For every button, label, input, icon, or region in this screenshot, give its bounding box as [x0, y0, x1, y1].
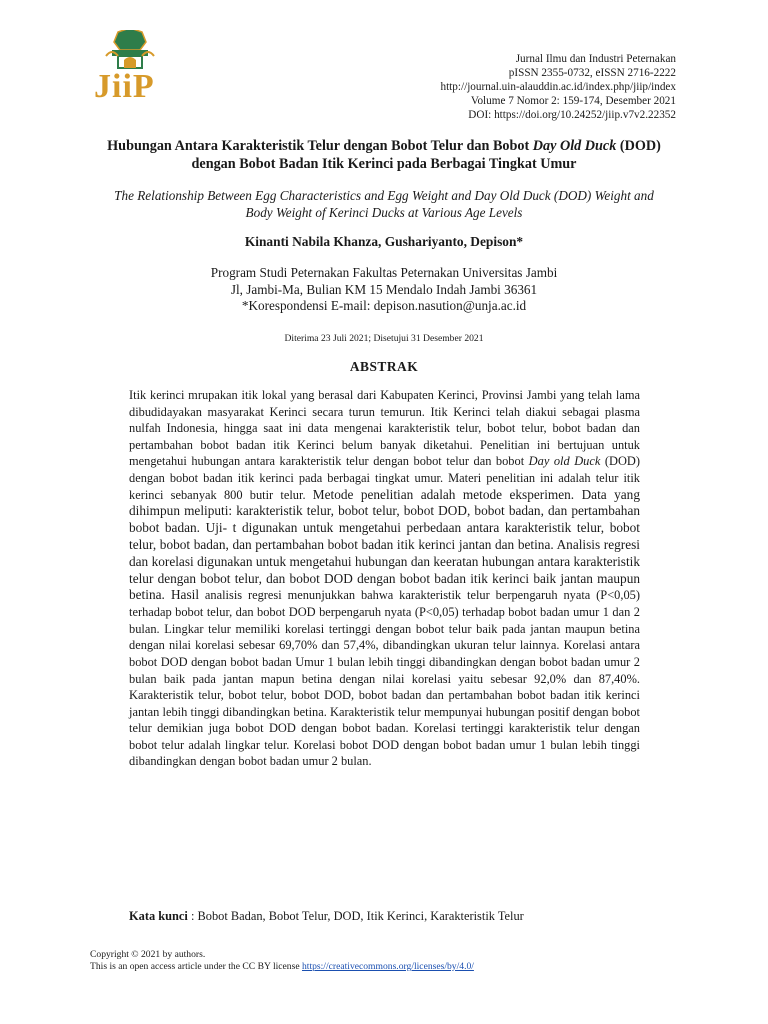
journal-volume: Volume 7 Nomor 2: 159-174, Desember 2021 — [470, 95, 676, 107]
keywords — [129, 909, 640, 924]
title-text-1: Hubungan Antara Karakteristik Telur dengan Bobot Telur dan Bobot — [107, 138, 533, 154]
paper-subtitle: The Relationship Between Egg Characteristics and Egg Weight and Day Old Duck (DOD) Weight and Body Weight of Kerinci Ducks at Various Age Levels — [114, 188, 654, 220]
license-text: This is an open access article under the CC BY license — [90, 961, 302, 972]
authors: Kinanti Nabila Khanza, Gushariyanto, Depison* — [244, 234, 524, 249]
abstract-part-3: analisis regresi menunjukkan bahwa karakteristik telur berpengaruh nyata (P<0,05) terhadap bobot telur, dan bobot DOD berpengaruh nyata (P<0,05) terhadap bobot badan umur 1 dan 2 bulan. Lingkar telur memiliki korelasi tertinggi dengan bobot telur baik pada jantan maupun betina dengan nilai korelasi sebesar 69,70% dan 57,4%, dibandingkan ukuran telur lainnya. Korelasi antara bobot DOD dengan bobot badan Umur 1 bulan lebih tinggi dibandingkan dengan bobot badan umur 2 bulan baik pada jantan mapun betina dengan nilai korelasi yaitu sebesar 92,0% dan 87,40%. Karakteristik telur, bobot telur, bobot DOD, bobot badan dan pertambahan bobot badan itik kerinci jantan lebih tinggi dibandingkan betina. Karakteristik telur mempunyai hubungan positif dengan bobot telur demikian juga bobot DOD dengan bobot badan. Korelasi tertinggi karakteristik telur dengan bobot telur adalah lingkar telur. Korelasi bobot DOD dengan bobot badan umur 1 bulan lebih tinggi dibandingkan dengan bobot badan umur 2 bulan. — [129, 588, 640, 769]
journal-name: Jurnal Ilmu dan Industri Peternakan — [515, 53, 676, 65]
title-italic: Day Old Duck — [532, 138, 617, 154]
affiliation — [100, 265, 668, 315]
journal-issn: pISSN 2355-0732, eISSN 2716-2222 — [508, 67, 676, 79]
license-link[interactable]: https://creativecommons.org/licenses/by/4.0/ — [301, 961, 474, 972]
journal-doi[interactable]: DOI: https://doi.org/10.24252/jiip.v7v2.22352 — [468, 109, 676, 121]
copyright: Copyright © 2021 by authors. — [90, 949, 206, 960]
received-accepted-dates: Diterima 23 Juli 2021; Disetujui 31 Desember 2021 — [284, 333, 484, 344]
abstract-heading: ABSTRAK — [349, 359, 419, 374]
title-text-2: (DOD) dengan Bobot Badan Itik Kerinci pada Berbagai Tingkat Umur — [191, 138, 661, 172]
abstract-italic: Day old Duck — [528, 454, 601, 469]
abstract-part-1-tail: (DOD) dengan bobot badan itik kerinci pada berbagai tingkat umur. Materi penelitian ini adalah telur itik kerinci sebanyak 800 butir telur. — [129, 454, 640, 502]
keywords-text: : Bobot Badan, Bobot Telur, DOD, Itik Kerinci, Karakteristik Telur — [187, 909, 524, 923]
corresponding-email: *Korespondensi E-mail: depison.nasution@unja.ac.id — [241, 298, 527, 313]
journal-url[interactable]: http://journal.uin-alauddin.ac.id/index.php/jiip/index — [440, 81, 676, 93]
abstract-part-1: Itik kerinci mrupakan itik lokal yang berasal dari Kabupaten Kerinci, Provinsi Jambi yang telah lama dibudidayakan masyarakat Kerinci secara turun temurun. Itik Kerinci telah diakui sebagai plasma nulfah Indonesia, hingga saat ini data mengenai karakteristik telur, bobot telur, bobot badan dan pertambahan bobot badan itik Kerinci belum banyak diketahui. Penelitian ini bertujuan untuk mengetahui hubungan antara karakteristik telur dengan bobot telur dan bobot — [129, 388, 640, 469]
license-line — [90, 961, 474, 973]
journal-info — [440, 52, 676, 122]
paper-title — [100, 137, 668, 173]
abstract-part-2: Metode penelitian adalah metode eksperimen. Data yang dihimpun meliputi: karakteristik telur, bobot telur, bobot DOD, bobot badan, dan pertambahan bobot badan. Uji- t digunakan untuk mengetahui perbedaan antara karakteristik telur, bobot telur, bobot badan, dan pertambahan bobot badan itik kerinci jantan dan betina. Analisis regresi dan korelasi digunakan untuk mengetahui hubungan dan keeratan hubungan antara karakteristik telur dengan bobot telur, dan bobot DOD dengan bobot badan itik kerinci baik jantan maupun betina. Hasil — [129, 486, 640, 603]
keywords-label: Kata kunci — [129, 909, 188, 923]
affiliation-line-2: Jl, Jambi-Ma, Bulian KM 15 Mendalo Indah Jambi 36361 — [230, 281, 538, 297]
footer — [90, 949, 474, 973]
logo-wordmark: JiiP — [94, 68, 155, 105]
affiliation-line-1: Program Studi Peternakan Fakultas Peternakan Universitas Jambi — [210, 265, 558, 280]
journal-logo — [90, 30, 170, 105]
abstract-body — [129, 387, 640, 770]
